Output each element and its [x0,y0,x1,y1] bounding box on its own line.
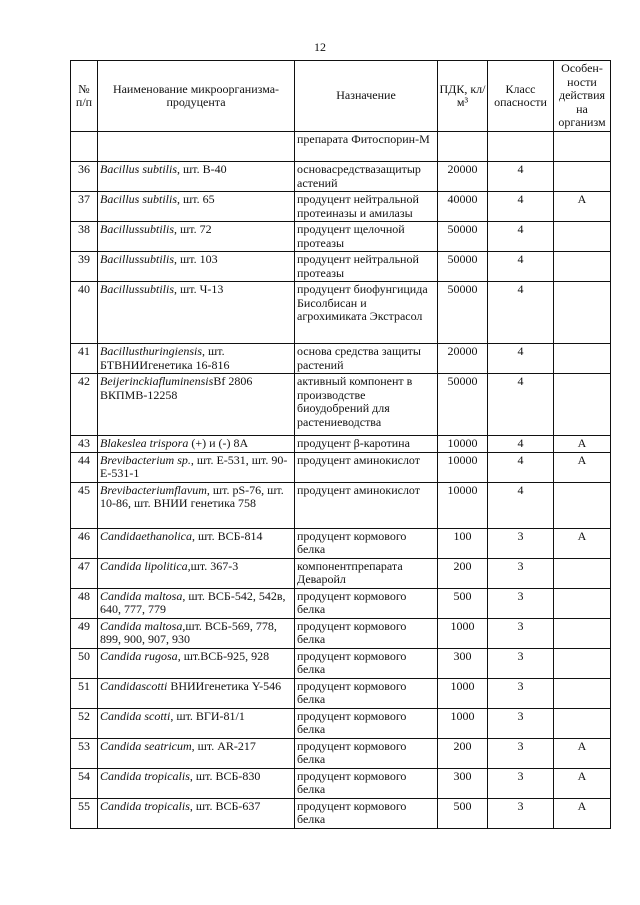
action-feature: А [554,452,611,482]
organism-species: Candida tropicalis [100,768,190,783]
row-number: 42 [71,374,98,436]
organism-species: Candida lipolitica [100,558,188,573]
row-number: 36 [71,162,98,192]
organism-species: Brevibacteriumflavum [100,482,207,497]
row-number: 49 [71,618,98,648]
organism-name [98,436,295,453]
table-row [71,648,611,678]
organism-name [98,558,295,588]
organism-name [98,528,295,558]
header-pdk: ПДК, кл/м³ [438,61,488,132]
action-feature: А [554,798,611,828]
action-feature [554,678,611,708]
hazard-class: 4 [488,374,554,436]
organism-name [98,252,295,282]
organism-strain: , шт. В-40 [177,162,227,176]
table-row [71,798,611,828]
organism-strain: , шт. 103 [174,252,218,266]
organism-name [98,768,295,798]
organism-species: Bacillusthuringiensis [100,344,202,358]
hazard-class: 4 [488,344,554,374]
pdk-value: 20000 [438,162,488,192]
organism-purpose: продуцент кормового белка [295,588,438,618]
organism-name [98,282,295,344]
header-hazard: Класс опасности [488,61,554,132]
table-row [71,282,611,344]
pdk-value: 50000 [438,222,488,252]
pdk-value: 200 [438,558,488,588]
row-number: 53 [71,738,98,768]
organism-strain: , шт. ВСБ-814 [192,528,263,543]
organism-purpose: основасредствазащитыр астений [295,162,438,192]
row-number: 51 [71,678,98,708]
pdk-value: 50000 [438,282,488,344]
table-row [71,738,611,768]
action-feature [554,648,611,678]
action-feature [554,252,611,282]
organism-species: Brevibacterium sp. [100,452,191,467]
table-row [71,482,611,528]
organism-name [98,708,295,738]
organism-strain: , шт.ВСБ-925, 928 [177,648,270,663]
table-row [71,618,611,648]
action-feature [554,282,611,344]
organism-purpose: продуцент кормового белка [295,738,438,768]
hazard-class: 4 [488,282,554,344]
row-number: 47 [71,558,98,588]
action-feature [554,558,611,588]
hazard-class: 3 [488,618,554,648]
table-row [71,344,611,374]
organism-name [98,132,295,162]
organism-purpose: препарата Фитоспорин-М [295,132,438,162]
hazard-class: 3 [488,798,554,828]
hazard-class: 3 [488,528,554,558]
organism-species: Bacillus subtilis [100,162,178,176]
organism-name [98,344,295,374]
organism-purpose: продуцент биофунгицида Бисолбисан и агрохимиката Экстрасол [295,282,438,344]
organism-purpose: продуцент аминокислот [295,452,438,482]
row-number: 50 [71,648,98,678]
organism-strain: ,шт. 367-3 [187,558,239,573]
organism-species: Candida rugosa [100,648,178,663]
action-feature [554,482,611,528]
organism-species: Candidascotti [100,678,168,693]
organism-species: Candida maltosa [100,588,183,603]
hazard-class: 3 [488,648,554,678]
table-row [71,222,611,252]
organism-strain: , шт. 65 [177,192,215,206]
hazard-class: 3 [488,678,554,708]
hazard-class: 4 [488,192,554,222]
organism-strain: ВНИИгенетика Y-546 [167,678,282,693]
organism-species: Candida maltosa [100,618,183,633]
organism-purpose: продуцент аминокислот [295,482,438,528]
microorganism-table [70,60,611,829]
header-num: № п/п [71,61,98,132]
organism-purpose: продуцент кормового белка [295,798,438,828]
pdk-value: 300 [438,768,488,798]
row-number: 43 [71,436,98,453]
action-feature [554,588,611,618]
organism-species: Candida scotti [100,708,171,723]
pdk-value: 500 [438,798,488,828]
organism-name [98,618,295,648]
organism-purpose: продуцент кормового белка [295,768,438,798]
organism-species: Candida tropicalis [100,798,190,813]
organism-strain: , шт. БТВНИИгенетика 16-816 [100,344,230,372]
pdk-value: 1000 [438,708,488,738]
page-number: 12 [314,40,326,54]
row-number: 44 [71,452,98,482]
pdk-value: 500 [438,588,488,618]
table-header-row [71,61,611,132]
table-row [71,192,611,222]
organism-name [98,588,295,618]
organism-species: Bacillussubtilis [100,252,175,266]
row-number: 45 [71,482,98,528]
pdk-value: 50000 [438,374,488,436]
pdk-value: 1000 [438,678,488,708]
organism-strain: ,шт. ВСБ-569, 778, 899, 900, 907, 930 [100,618,277,646]
table-row [71,558,611,588]
organism-name [98,648,295,678]
header-name: Наименование микроорганизма-продуцента [98,61,295,132]
action-feature [554,162,611,192]
organism-purpose: продуцент кормового белка [295,618,438,648]
action-feature [554,374,611,436]
hazard-class: 3 [488,738,554,768]
pdk-value [438,132,488,162]
table-row [71,374,611,436]
organism-name [98,222,295,252]
table-row [71,132,611,162]
table-row [71,436,611,453]
hazard-class: 4 [488,252,554,282]
organism-strain: , шт. ВСБ-542, 542в, 640, 777, 779 [100,588,286,616]
action-feature: А [554,768,611,798]
organism-name [98,678,295,708]
organism-name [98,162,295,192]
organism-name [98,452,295,482]
hazard-class: 4 [488,436,554,453]
hazard-class: 3 [488,768,554,798]
organism-purpose: продуцент нейтральной протеазы [295,252,438,282]
action-feature [554,222,611,252]
organism-species: Bacillus subtilis [100,192,178,206]
pdk-value: 50000 [438,252,488,282]
organism-purpose: компонентпрепарата Деваройл [295,558,438,588]
organism-purpose: продуцент щелочной протеазы [295,222,438,252]
organism-name [98,738,295,768]
organism-strain: , шт. Ч-13 [174,282,224,296]
organism-purpose: основа средства защиты растений [295,344,438,374]
hazard-class: 3 [488,588,554,618]
organism-species: Candida seatricum [100,738,192,753]
organism-strain: , шт. ВГИ-81/1 [170,708,245,723]
pdk-value: 300 [438,648,488,678]
organism-strain: , шт. 72 [174,222,212,236]
row-number [71,132,98,162]
pdk-value: 10000 [438,452,488,482]
action-feature: А [554,528,611,558]
organism-purpose: продуцент кормового белка [295,708,438,738]
action-feature: А [554,192,611,222]
pdk-value: 100 [438,528,488,558]
organism-strain: , шт. AR-217 [191,738,256,753]
table-row [71,252,611,282]
hazard-class: 3 [488,558,554,588]
pdk-value: 1000 [438,618,488,648]
action-feature [554,618,611,648]
organism-name [98,482,295,528]
pdk-value: 10000 [438,436,488,453]
action-feature [554,708,611,738]
header-purpose: Назначение [295,61,438,132]
table-row [71,162,611,192]
hazard-class: 3 [488,708,554,738]
table-row [71,528,611,558]
row-number: 48 [71,588,98,618]
row-number: 40 [71,282,98,344]
organism-strain: , шт. pS-76, шт. 10-86, шт. ВНИИ генетика 758 [100,482,284,510]
header-features: Особен-ности действия на организм [554,61,611,132]
action-feature [554,344,611,374]
row-number: 55 [71,798,98,828]
table-row [71,452,611,482]
organism-name [98,192,295,222]
pdk-value: 40000 [438,192,488,222]
table-row [71,708,611,738]
organism-species: Beijerinckiafluminensis [100,374,214,388]
hazard-class [488,132,554,162]
organism-name [98,374,295,436]
hazard-class: 4 [488,162,554,192]
organism-purpose: продуцент кормового белка [295,528,438,558]
pdk-value: 20000 [438,344,488,374]
organism-strain: , шт. Е-531, шт. 90-Е-531-1 [100,452,288,480]
hazard-class: 4 [488,452,554,482]
table-row [71,588,611,618]
action-feature: А [554,738,611,768]
organism-strain: Bf 2806 ВКПМВ-12258 [100,374,253,402]
table-row [71,768,611,798]
table-row [71,678,611,708]
row-number: 37 [71,192,98,222]
row-number: 41 [71,344,98,374]
pdk-value: 10000 [438,482,488,528]
organism-strain: , шт. ВСБ-637 [189,798,261,813]
organism-strain: (+) и (-) 8А [188,436,249,450]
row-number: 54 [71,768,98,798]
organism-purpose: продуцент кормового белка [295,648,438,678]
organism-species: Candidaethanolica [100,528,192,543]
row-number: 52 [71,708,98,738]
organism-purpose: активный компонент в производстве биоудобрений для растениеводства [295,374,438,436]
organism-purpose: продуцент нейтральной протеиназы и амилазы [295,192,438,222]
action-feature [554,132,611,162]
action-feature: А [554,436,611,453]
row-number: 38 [71,222,98,252]
organism-species: Bacillussubtilis [100,282,175,296]
row-number: 39 [71,252,98,282]
organism-purpose: продуцент кормового белка [295,678,438,708]
hazard-class: 4 [488,222,554,252]
organism-species: Blakeslea trispora [100,436,189,450]
organism-species: Bacillussubtilis [100,222,175,236]
organism-strain: , шт. ВСБ-830 [189,768,261,783]
organism-name [98,798,295,828]
organism-purpose: продуцент β-каротина [295,436,438,453]
hazard-class: 4 [488,482,554,528]
row-number: 46 [71,528,98,558]
pdk-value: 200 [438,738,488,768]
